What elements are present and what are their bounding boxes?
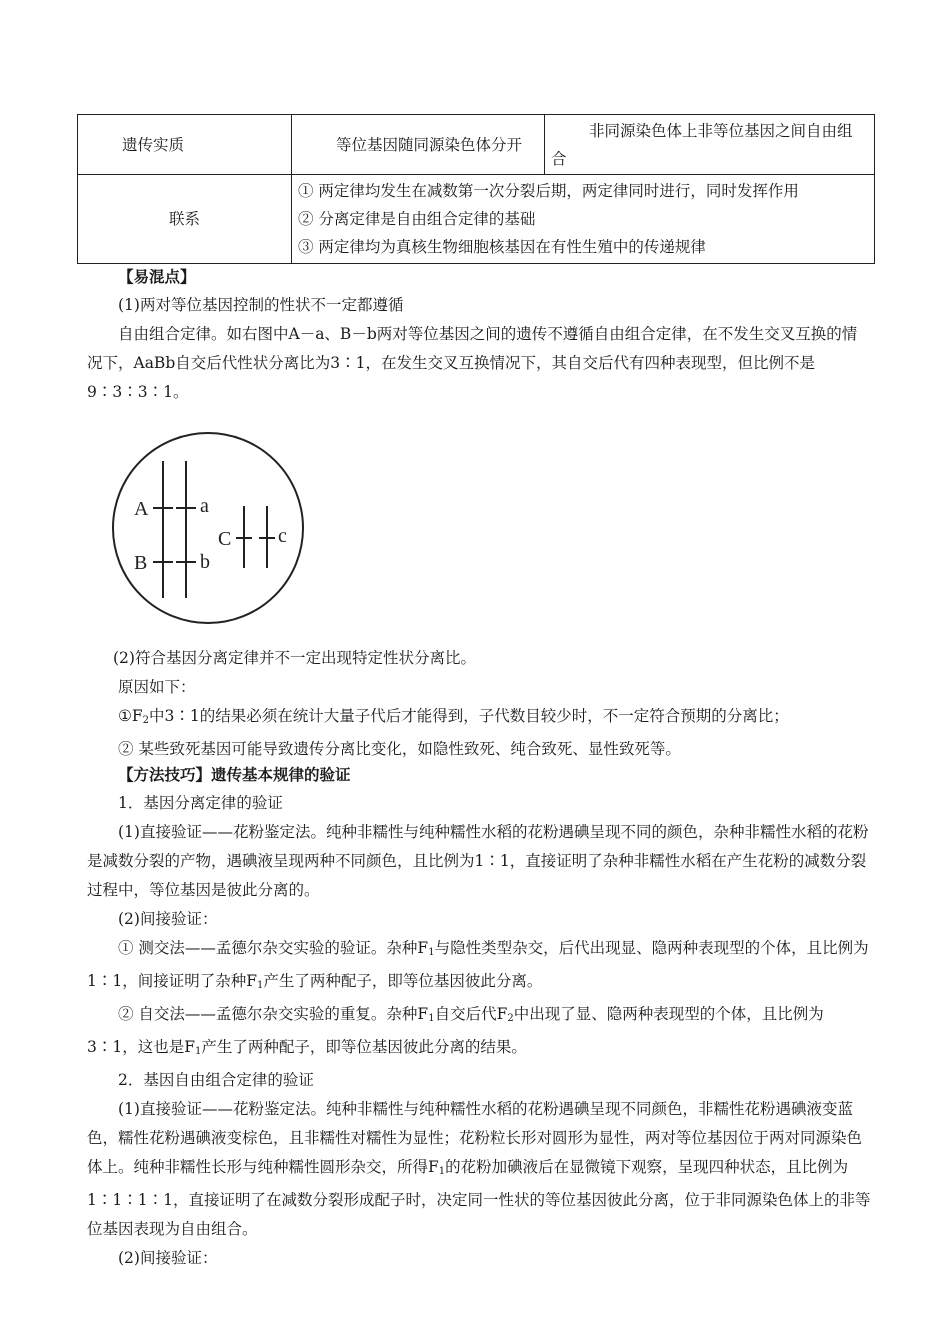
- paragraph: (2)符合基因分离定律并不一定出现特定性状分离比。: [113, 649, 476, 667]
- gene-label-c: c: [278, 525, 287, 547]
- paragraph: ② 自交法——孟德尔杂交实验的重复。杂种$F_1$自交后代$F_2$中出现了显、隐两种表现型的个体，且比例为3∶1，这也是$F_1$产生了两种配子，即等位基因彼此分离的结果。: [87, 1005, 824, 1057]
- relation-item: ① 两定律均发生在减数第一次分裂后期，两定律同时进行，同时发挥作用: [298, 182, 799, 200]
- paragraph: 自由组合定律。如右图中A－a、B－b两对等位基因之间的遗传不遵循自由组合定律，在不发生交叉互换的情况下，AaBb自交后代性状分离比为3∶1，在发生交叉互换情况下，其自交后代有四种表现型，但比例不是9∶3∶3∶1。: [87, 325, 858, 401]
- table-row: [78, 115, 875, 175]
- table-row: [78, 175, 875, 264]
- method-heading: 【方法技巧】遗传基本规律的验证: [118, 765, 351, 784]
- relation-cell: [292, 175, 875, 264]
- gene-label-A: A: [134, 498, 149, 520]
- gene-label-B: B: [134, 552, 148, 574]
- easy-confusion-heading: 【易混点】: [118, 267, 196, 286]
- paragraph: ① 测交法——孟德尔杂交实验的验证。杂种$F_1$与隐性类型杂交，后代出现显、隐两种表现型的个体，且比例为1∶1，间接证明了杂种$F_1$产生了两种配子，即等位基因彼此分离。: [87, 939, 869, 991]
- row-label-relation: 联系: [78, 175, 292, 264]
- relation-item: ③ 两定律均为真核生物细胞核基因在有性生殖中的传递规律: [298, 238, 706, 256]
- separation-ratio-section: [87, 644, 872, 764]
- row-label-genetic-essence: 遗传实质: [78, 115, 292, 175]
- paragraph: $①F_2$中3∶1的结果必须在统计大量子代后才能得到，子代数目较少时，不一定符合预期的分离比；: [118, 707, 789, 726]
- independent-assortment-essence-cell: 非同源染色体上非等位基因之间自由组合: [545, 115, 875, 175]
- subsection-title: 2．基因自由组合定律的验证: [118, 1071, 314, 1089]
- segregation-essence-cell: 等位基因随同源染色体分开: [292, 115, 545, 175]
- paragraph: (2)间接验证：: [118, 1249, 218, 1267]
- law-comparison-table: [77, 114, 875, 264]
- paragraph: (1)直接验证——花粉鉴定法。纯种非糯性与纯种糯性水稻的花粉遇碘呈现不同颜色，非糯性花粉遇碘液变蓝色，糯性花粉遇碘液变棕色，且非糯性对糯性为显性；花粉粒长形对圆形为显性，两对等位基因位于两对同源染色体上。纯种非糯性长形与纯种糯性圆形杂交，所得$F_1$的花粉加碘液后在显微镜下观察，呈现四种状态，且比例为1∶1∶1∶1，直接证明了在减数分裂形成配子时，决定同一性状的等位基因彼此分离，位于非同源染色体上的非等位基因表现为自由组合。: [87, 1100, 871, 1238]
- chromosome-diagram: [108, 428, 308, 628]
- subsection-title: 1．基因分离定律的验证: [118, 794, 283, 812]
- gene-label-C: C: [218, 528, 232, 550]
- relation-item: ② 分离定律是自由组合定律的基础: [298, 210, 536, 228]
- paragraph: (1)两对等位基因控制的性状不一定都遵循: [118, 296, 404, 314]
- paragraph: 原因如下：: [118, 678, 196, 696]
- easy-confusion-section: [87, 262, 872, 407]
- method-section: [87, 760, 872, 1273]
- paragraph: ② 某些致死基因可能导致遗传分离比变化，如隐性致死、纯合致死、显性致死等。: [118, 740, 681, 758]
- paragraph: (2)间接验证：: [118, 910, 218, 928]
- cell-outline: [113, 433, 303, 623]
- gene-label-b: b: [200, 551, 210, 573]
- gene-label-a: a: [200, 495, 209, 517]
- paragraph: (1)直接验证——花粉鉴定法。纯种非糯性与纯种糯性水稻的花粉遇碘呈现不同的颜色，杂种非糯性水稻的花粉是减数分裂的产物，遇碘液呈现两种不同颜色，且比例为1∶1，直接证明了杂种非糯性水稻在产生花粉的减数分裂过程中，等位基因是彼此分离的。: [87, 823, 869, 899]
